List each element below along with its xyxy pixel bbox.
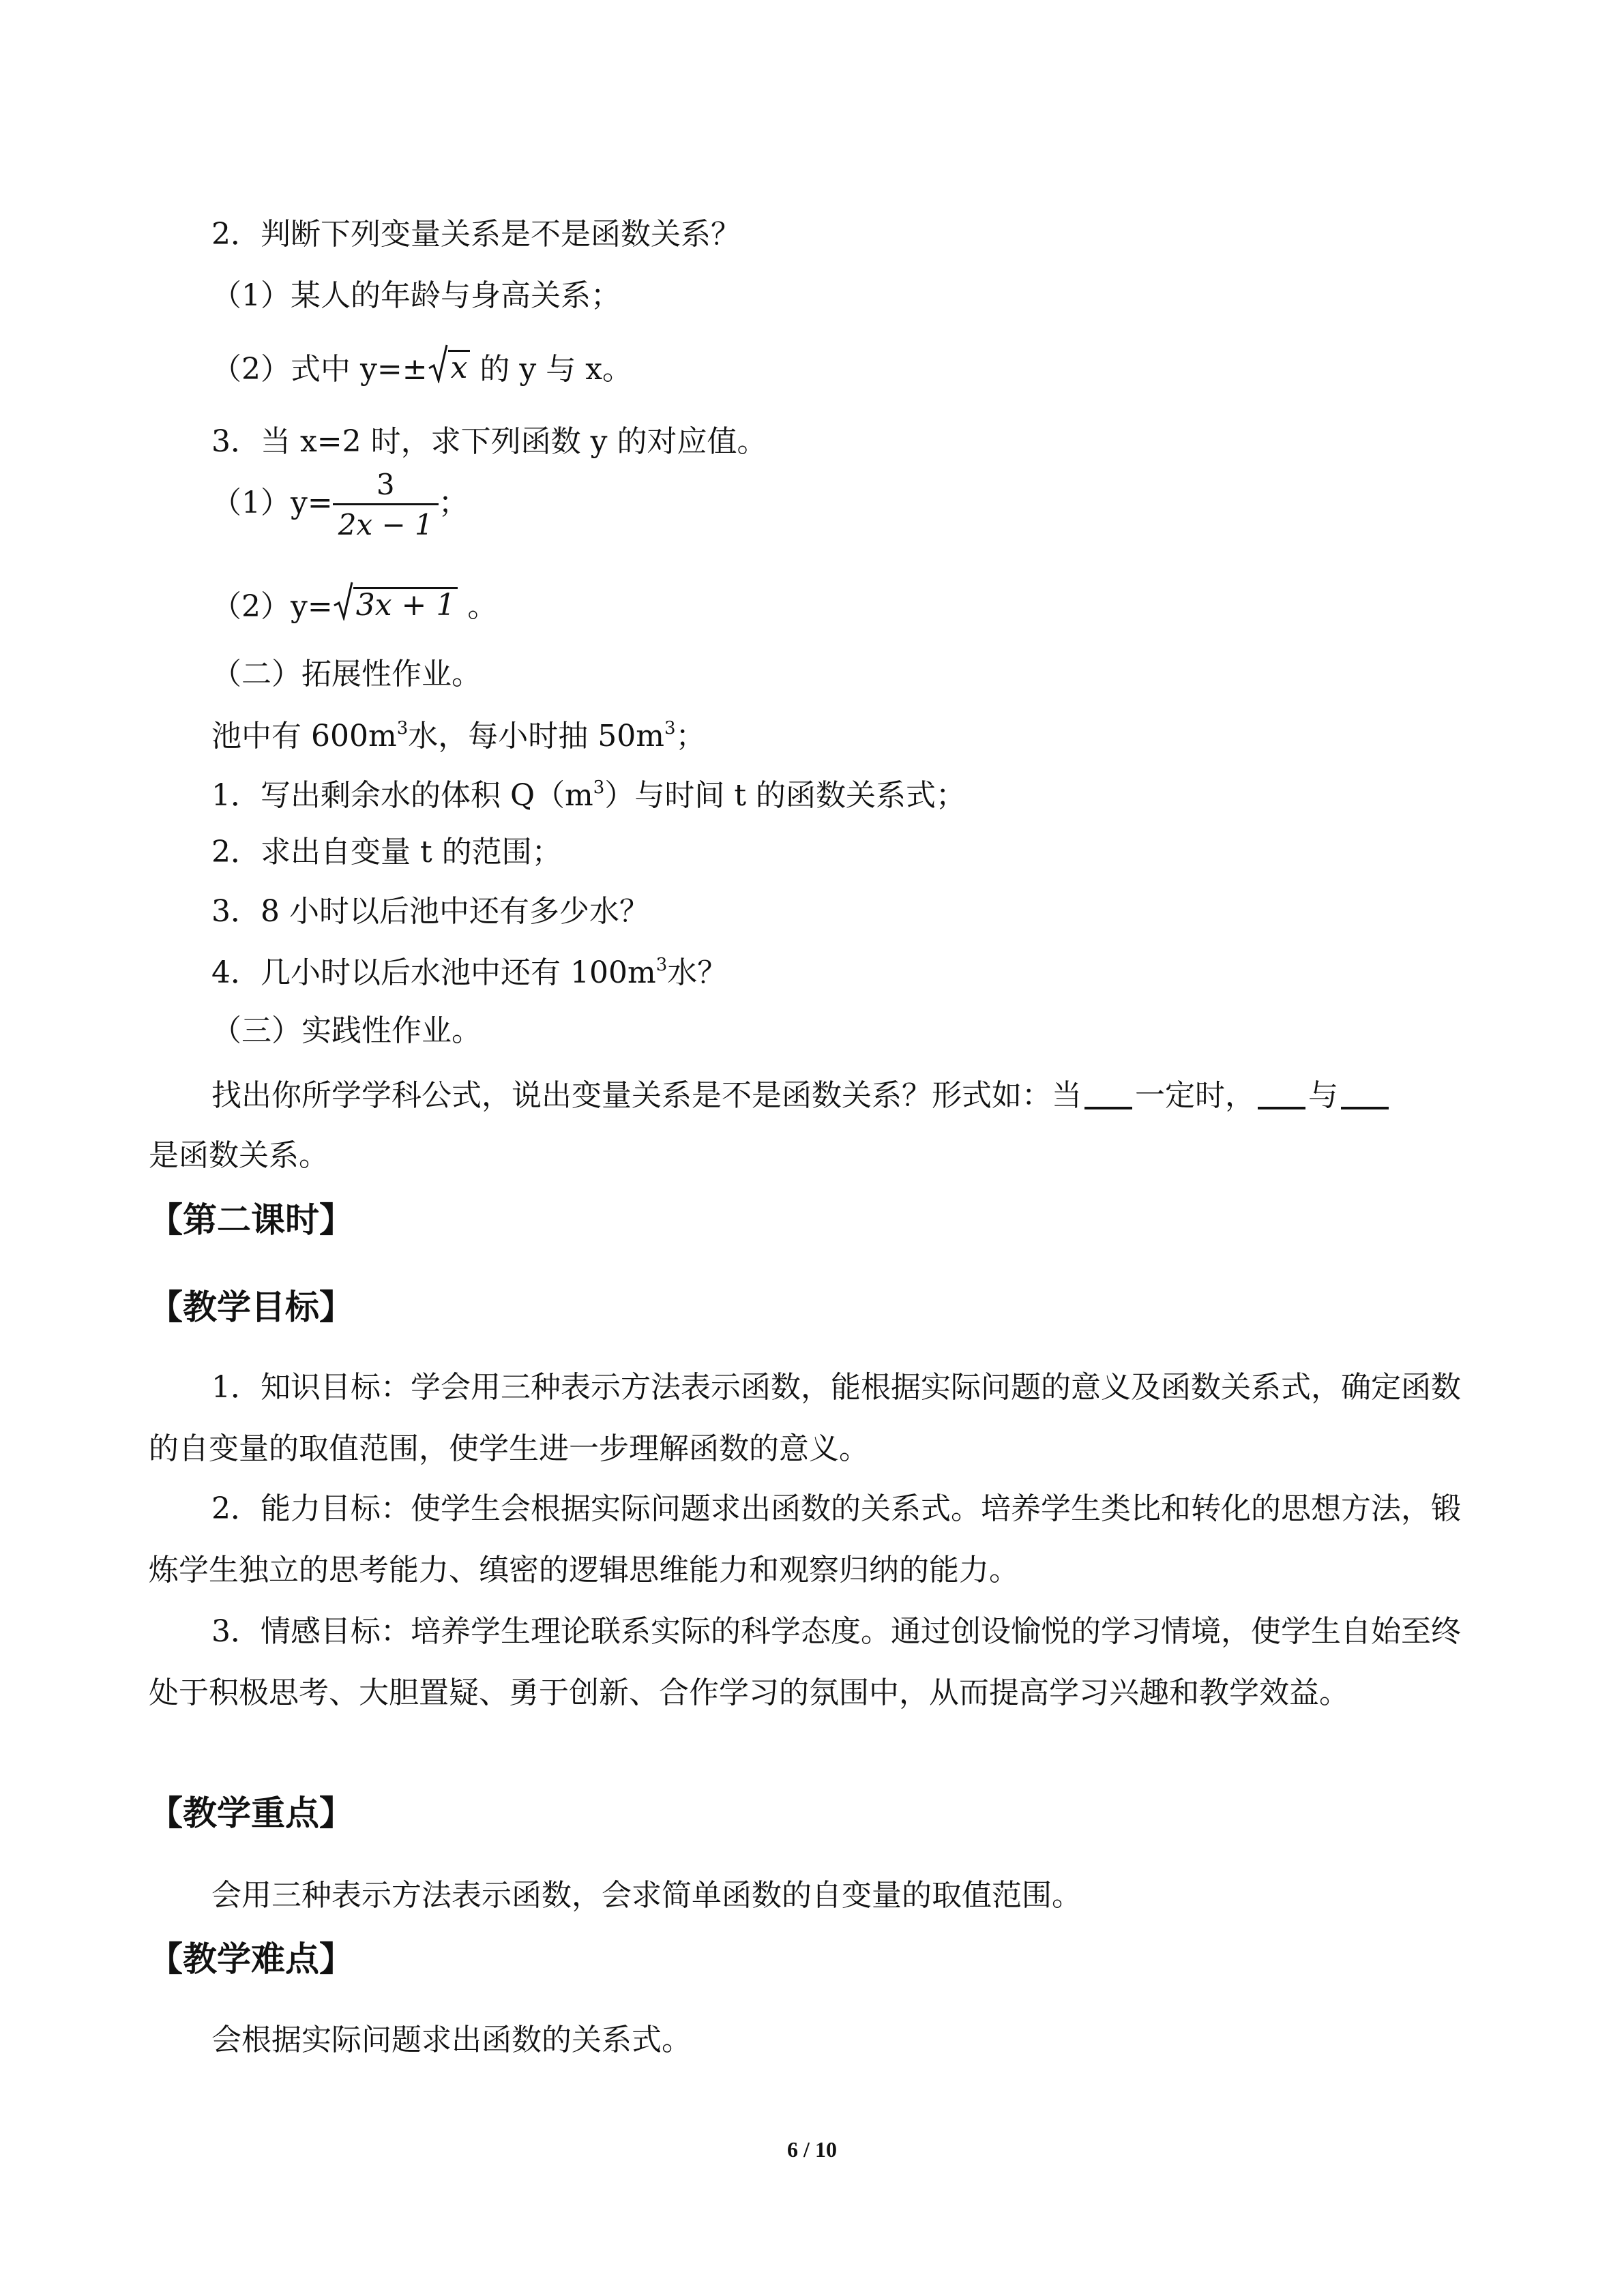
practice-text-d: 是函数关系。 (149, 1138, 329, 1173)
fill-blank (1258, 1107, 1305, 1109)
superscript: 3 (396, 718, 409, 739)
fill-blank (1341, 1107, 1389, 1109)
practice-text-b: 一定时， (1135, 1078, 1255, 1113)
key-points-heading: 【教学重点】 (149, 1793, 353, 1833)
q3-item-1 (211, 468, 469, 541)
practice-text-c: 与 (1308, 1078, 1338, 1113)
radical-sign-icon (428, 344, 448, 383)
q3-item-1-suffix: ； (438, 486, 469, 520)
fill-blank (1084, 1107, 1132, 1109)
sqrt-x-radicand: x (448, 350, 471, 383)
objective-knowledge: 1．知识目标：学会用三种表示方法表示函数，能根据实际问题的意义及函数关系式，确定函数的自变量的取值范围，使学生进一步理解函数的意义。 (149, 1370, 1461, 1466)
objective-ability: 2．能力目标：使学生会根据实际问题求出函数的关系式。培养学生类比和转化的思想方法，锻炼学生独立的思考能力、缜密的逻辑思维能力和观察归纳的能力。 (149, 1491, 1461, 1587)
q3-item-2 (211, 581, 497, 622)
superscript: 3 (593, 777, 605, 798)
extended-title: （二）拓展性作业。 (211, 657, 482, 691)
practice-text-line1 (211, 1078, 1391, 1113)
practice-title: （三）实践性作业。 (211, 1013, 482, 1048)
extended-q1-b: ）与时间 t 的函数关系式； (604, 778, 966, 813)
fraction-denominator: 2x − 1 (338, 508, 433, 541)
difficulties-heading: 【教学难点】 (149, 1939, 353, 1979)
extended-intro-a: 池中有 600m (211, 719, 397, 754)
q3-item-2-suffix: 。 (467, 589, 498, 624)
superscript: 3 (655, 955, 668, 975)
difficulties-text: 会根据实际问题求出函数的关系式。 (211, 2023, 692, 2057)
q2-item-1: （1）某人的年龄与身高关系； (211, 278, 621, 313)
sqrt-x (428, 344, 471, 383)
objectives-heading: 【教学目标】 (149, 1287, 353, 1327)
q2-item-2-suffix: 的 y 与 x。 (479, 352, 633, 387)
q3-item-2-prefix: （2）y= (211, 589, 333, 624)
fraction-numerator: 3 (376, 468, 395, 501)
q2-item-2-prefix: （2）式中 y=± (211, 352, 428, 387)
key-points-text: 会用三种表示方法表示函数，会求简单函数的自变量的取值范围。 (211, 1878, 1082, 1913)
extended-intro (211, 718, 706, 754)
extended-intro-b: 水，每小时抽 50m (408, 719, 664, 754)
q3-item-1-prefix: （1）y= (211, 486, 333, 520)
practice-text-a: 找出你所学学科公式，说出变量关系是不是函数关系？形式如：当 (211, 1078, 1082, 1113)
extended-q4-b: 水？ (667, 955, 728, 990)
extended-q1-a: 1．写出剩余水的体积 Q（m (211, 778, 593, 813)
extended-q3: 3．8 小时以后池中还有多少水？ (211, 894, 649, 929)
radical-sign-icon (333, 581, 353, 621)
extended-q2: 2．求出自变量 t 的范围； (211, 835, 562, 869)
extended-q4 (211, 956, 727, 988)
superscript: 3 (664, 718, 676, 739)
extended-intro-c: ； (675, 719, 706, 754)
page-number: 6 / 10 (787, 2137, 837, 2162)
q3-title: 3．当 x=2 时，求下列函数 y 的对应值。 (211, 424, 767, 459)
q2-item-2 (211, 344, 632, 385)
fraction (333, 468, 439, 541)
sqrt-3x-plus-1-radicand: 3x + 1 (353, 587, 458, 621)
lesson-2-heading: 【第二课时】 (149, 1200, 353, 1240)
extended-q1 (211, 779, 966, 811)
sqrt-3x-plus-1 (333, 581, 458, 621)
objective-emotion: 3．情感目标：培养学生理论联系实际的科学态度。通过创设愉悦的学习情境，使学生自始至终处于积极思考、大胆置疑、勇于创新、合作学习的氛围中，从而提高学习兴趣和教学效益。 (149, 1614, 1461, 1710)
q2-title: 2．判断下列变量关系是不是函数关系？ (211, 217, 741, 252)
extended-q4-a: 4．几小时以后水池中还有 100m (211, 955, 656, 990)
